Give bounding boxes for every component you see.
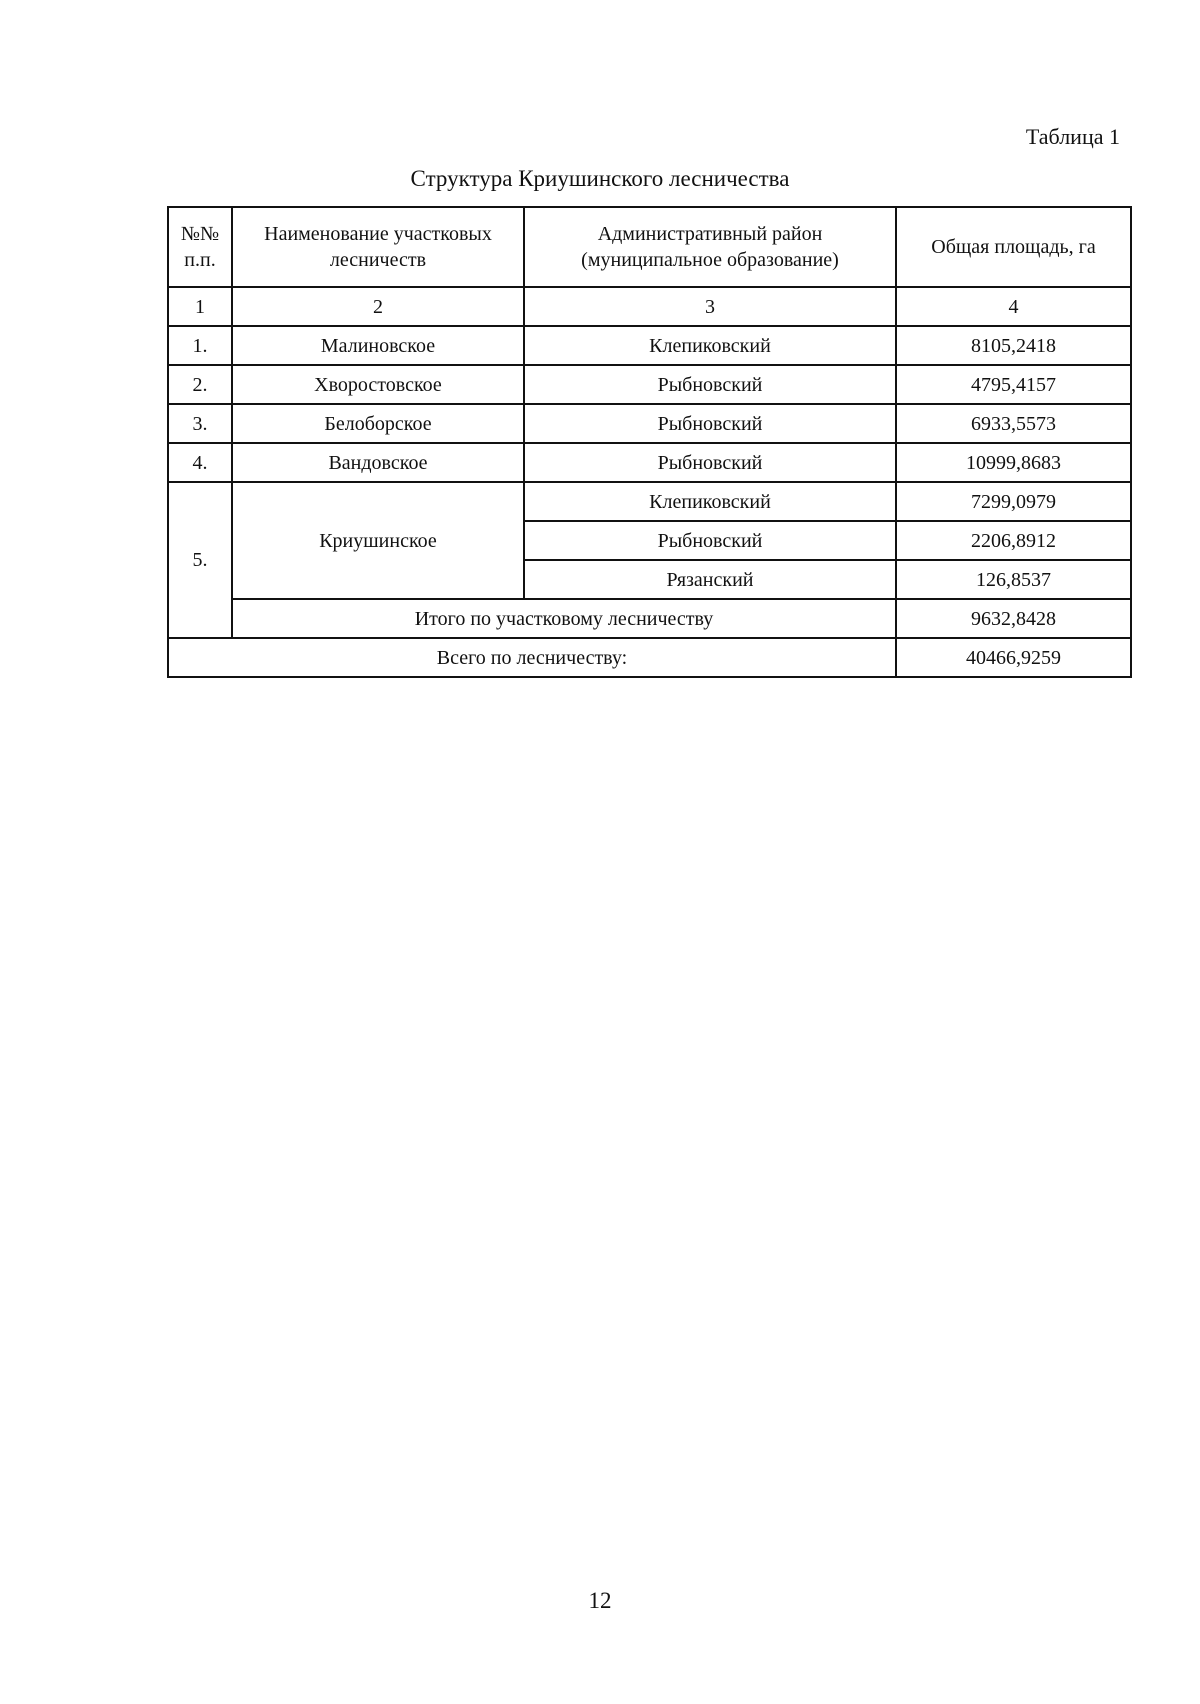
header-name: Наименование участковых лесничеств [232, 207, 524, 287]
total-label: Всего по лесничеству: [168, 638, 896, 677]
column-number: 3 [524, 287, 896, 326]
row-name: Белоборское [232, 404, 524, 443]
group-area: 126,8537 [896, 560, 1131, 599]
row-district: Рыбновский [524, 365, 896, 404]
group-row [168, 482, 1131, 521]
header-row [168, 207, 1131, 287]
table-row [168, 326, 1131, 365]
group-num: 5. [168, 482, 232, 638]
table-row [168, 443, 1131, 482]
table-title: Структура Криушинского лесничества [410, 166, 790, 191]
header-num: №№ п.п. [168, 207, 232, 287]
row-district: Рыбновский [524, 404, 896, 443]
column-number: 1 [168, 287, 232, 326]
group-district: Рязанский [524, 560, 896, 599]
row-district: Клепиковский [524, 326, 896, 365]
forestry-structure-table [167, 206, 1132, 678]
column-number-row [168, 287, 1131, 326]
header-district: Административный район (муниципальное образование) [524, 207, 896, 287]
row-name: Хворостовское [232, 365, 524, 404]
column-number: 4 [896, 287, 1131, 326]
subtotal-row [168, 599, 1131, 638]
table-label: Таблица 1 [1025, 124, 1120, 149]
row-area: 10999,8683 [896, 443, 1131, 482]
group-area: 7299,0979 [896, 482, 1131, 521]
group-name: Криушинское [232, 482, 524, 599]
row-num: 3. [168, 404, 232, 443]
table-row [168, 404, 1131, 443]
group-district: Рыбновский [524, 521, 896, 560]
row-num: 4. [168, 443, 232, 482]
row-area: 8105,2418 [896, 326, 1131, 365]
group-district: Клепиковский [524, 482, 896, 521]
row-num: 1. [168, 326, 232, 365]
column-number: 2 [232, 287, 524, 326]
subtotal-area: 9632,8428 [896, 599, 1131, 638]
row-area: 6933,5573 [896, 404, 1131, 443]
subtotal-label: Итого по участковому лесничеству [232, 599, 896, 638]
row-num: 2. [168, 365, 232, 404]
row-name: Вандовское [232, 443, 524, 482]
total-area: 40466,9259 [896, 638, 1131, 677]
row-district: Рыбновский [524, 443, 896, 482]
table-row [168, 365, 1131, 404]
header-area: Общая площадь, га [896, 207, 1131, 287]
row-name: Малиновское [232, 326, 524, 365]
page-number: 12 [588, 1588, 612, 1613]
total-row [168, 638, 1131, 677]
row-area: 4795,4157 [896, 365, 1131, 404]
group-area: 2206,8912 [896, 521, 1131, 560]
